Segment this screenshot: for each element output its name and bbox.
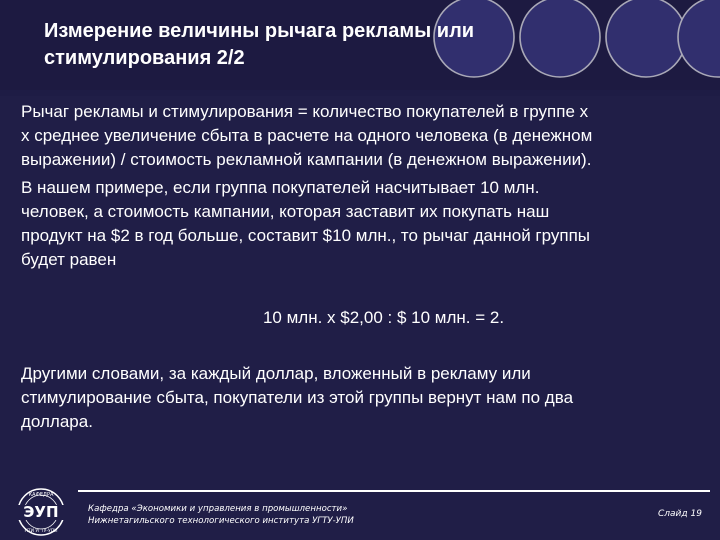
logo-bottom-text: НТИ УГТУ-УПИ xyxy=(24,529,58,534)
formula: 10 млн. х $2,00 : $ 10 млн. = 2. xyxy=(262,308,505,327)
logo-top-text: КАФЕДРА xyxy=(28,492,54,498)
footer-department-text: Кафедра «Экономики и управления в промышленности» Нижнетагильского технологического института УГТУ-УПИ xyxy=(88,504,354,526)
definition-paragraph: Рычаг рекламы и стимулирования = количество покупателей в группе х х среднее увеличение сбыта в расчете на одного человека (в денежном выражении) / стоимость рекламной кампании (в денежном выражении). xyxy=(21,102,593,169)
department-logo xyxy=(8,487,74,537)
slide-number: Слайд 19 xyxy=(658,509,702,519)
conclusion-paragraph: Другими словами, за каждый доллар, вложенный в рекламу или стимулирование сбыта, покупатели из этой группы вернут нам по два доллара. xyxy=(21,364,574,431)
slide-title: Измерение величины рычага рекламы или стимулирования 2/2 xyxy=(44,20,475,69)
footer-divider xyxy=(78,490,710,492)
logo-main-text: ЭУП xyxy=(23,503,59,521)
example-paragraph: В нашем примере, если группа покупателей насчитывает 10 млн. человек, а стоимость кампании, которая заставит их покупать наш продукт на $2 в год больше, составит $10 млн., то рычаг данной группы будет равен xyxy=(21,178,591,269)
slide-body xyxy=(21,100,706,434)
